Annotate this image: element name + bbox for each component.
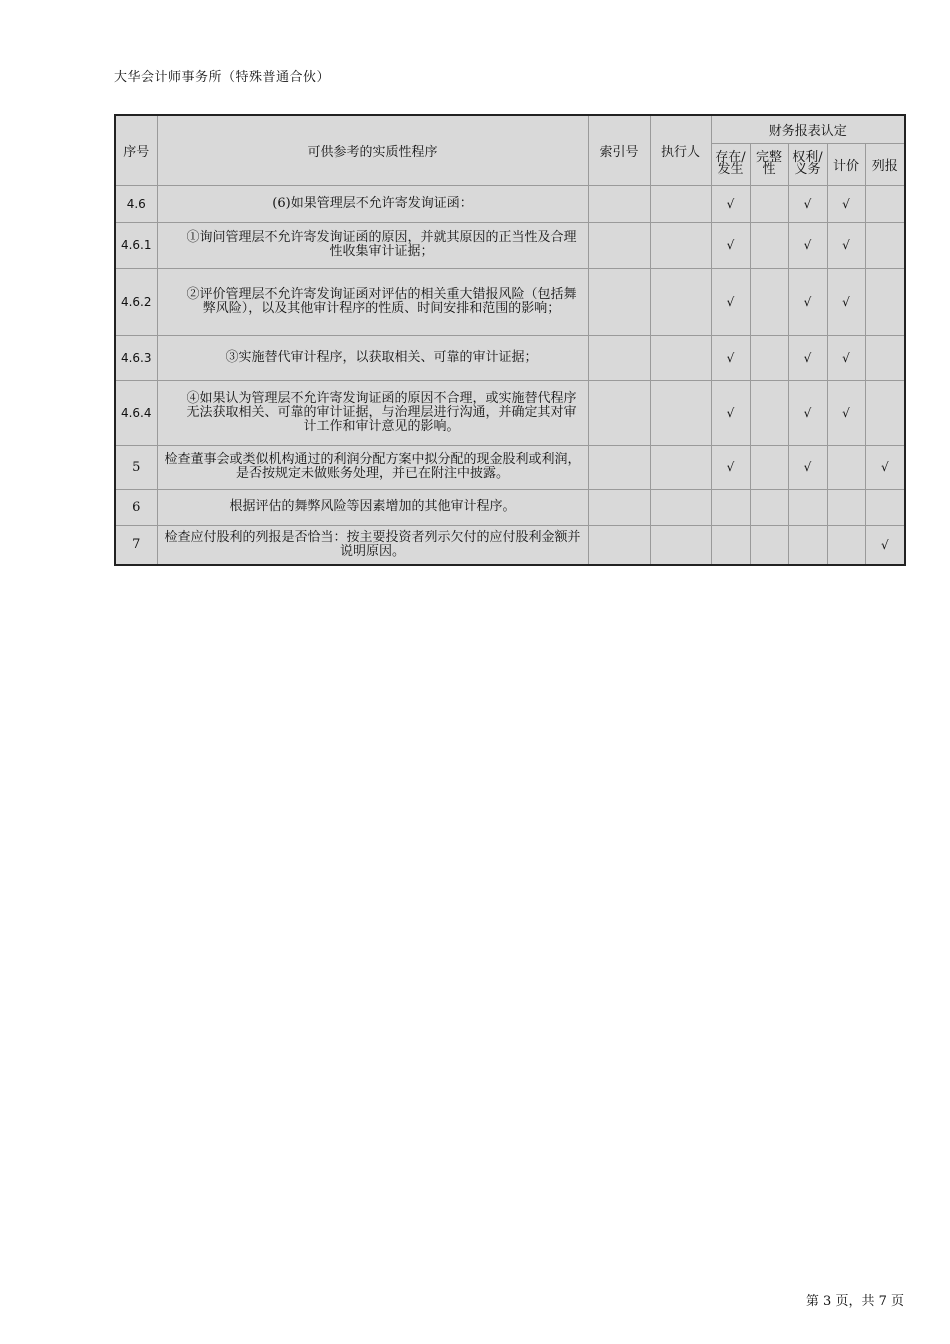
page-number: 第 3 页，共 7 页 — [805, 1294, 904, 1309]
row-index — [588, 489, 650, 525]
row-check-existence: √ — [711, 335, 750, 380]
row-check-existence: √ — [711, 268, 750, 335]
row-procedure — [157, 335, 588, 380]
row-executor — [650, 525, 711, 565]
table-row — [115, 185, 905, 222]
assertion-header-existence: 存在/发生 — [711, 143, 750, 185]
row-seq: 7 — [115, 525, 157, 565]
row-check-existence — [711, 525, 750, 565]
row-procedure — [157, 489, 588, 525]
column-header-procedure: 可供参考的实质性程序 — [157, 115, 588, 185]
row-index — [588, 185, 650, 222]
row-procedure — [157, 445, 588, 489]
assertion-header-valuation: 计价 — [827, 143, 865, 185]
row-executor — [650, 268, 711, 335]
row-check-valuation — [827, 445, 865, 489]
row-check-existence: √ — [711, 445, 750, 489]
assertions-group-header: 财务报表认定 — [711, 115, 905, 143]
row-check-presentation: √ — [865, 525, 905, 565]
row-index — [588, 335, 650, 380]
row-procedure — [157, 268, 588, 335]
table-row — [115, 335, 905, 380]
row-check-valuation: √ — [827, 185, 865, 222]
row-check-valuation: √ — [827, 380, 865, 445]
row-index — [588, 222, 650, 268]
table-row — [115, 268, 905, 335]
row-check-completeness — [750, 489, 788, 525]
row-check-rights: √ — [788, 185, 827, 222]
row-index — [588, 525, 650, 565]
row-procedure — [157, 525, 588, 565]
row-check-valuation: √ — [827, 268, 865, 335]
row-check-presentation — [865, 489, 905, 525]
row-procedure-text: (6)如果管理层不允许寄发询证函： — [272, 195, 473, 211]
row-check-presentation — [865, 185, 905, 222]
row-check-completeness — [750, 185, 788, 222]
row-executor — [650, 445, 711, 489]
row-executor — [650, 489, 711, 525]
row-index — [588, 268, 650, 335]
row-check-completeness — [750, 380, 788, 445]
table-row — [115, 445, 905, 489]
row-check-rights — [788, 489, 827, 525]
row-check-rights: √ — [788, 268, 827, 335]
row-procedure — [157, 380, 588, 445]
row-seq: 4.6.3 — [115, 335, 157, 380]
column-header-executor: 执行人 — [650, 115, 711, 185]
row-index — [588, 445, 650, 489]
row-check-completeness — [750, 268, 788, 335]
row-seq: 4.6.1 — [115, 222, 157, 268]
column-header-seq: 序号 — [115, 115, 157, 185]
row-check-rights — [788, 525, 827, 565]
row-index — [588, 380, 650, 445]
row-procedure-text: 检查董事会或类似机构通过的利润分配方案中拟分配的现金股利或利润，是否按规定未做账务处理，并已在附注中披露。 — [164, 452, 581, 481]
row-procedure — [157, 222, 588, 268]
row-seq: 4.6.2 — [115, 268, 157, 335]
row-procedure — [157, 185, 588, 222]
table-row — [115, 222, 905, 268]
row-check-existence: √ — [711, 380, 750, 445]
row-check-completeness — [750, 335, 788, 380]
row-procedure-text: 根据评估的舞弊风险等因素增加的其他审计程序。 — [229, 499, 516, 514]
assertion-header-presentation: 列报 — [865, 143, 905, 185]
row-procedure-text: ①询问管理层不允许寄发询证函的原因，并就其原因的正当性及合理性收集审计证据； — [186, 230, 577, 259]
row-check-rights: √ — [788, 445, 827, 489]
row-executor — [650, 222, 711, 268]
row-executor — [650, 335, 711, 380]
assertion-header-completeness: 完整性 — [750, 143, 788, 185]
row-check-existence: √ — [711, 185, 750, 222]
row-executor — [650, 185, 711, 222]
firm-name: 大华会计师事务所（特殊普通合伙） — [114, 70, 331, 85]
row-check-rights: √ — [788, 335, 827, 380]
row-check-presentation — [865, 335, 905, 380]
row-check-presentation — [865, 222, 905, 268]
row-procedure-text: 检查应付股利的列报是否恰当：按主要投资者列示欠付的应付股利金额并说明原因。 — [164, 529, 581, 559]
row-seq: 4.6 — [115, 185, 157, 222]
row-procedure-text: ③实施替代审计程序，以获取相关、可靠的审计证据； — [225, 349, 538, 365]
row-executor — [650, 380, 711, 445]
row-check-valuation: √ — [827, 335, 865, 380]
row-procedure-text: ②评价管理层不允许寄发询证函对评估的相关重大错报风险（包括舞弊风险），以及其他审计程序的性质、时间安排和范围的影响； — [186, 286, 577, 316]
row-seq: 5 — [115, 445, 157, 489]
table-row — [115, 525, 905, 565]
procedure-table — [114, 114, 906, 566]
row-check-completeness — [750, 445, 788, 489]
column-header-index: 索引号 — [588, 115, 650, 185]
row-check-presentation — [865, 380, 905, 445]
row-seq: 4.6.4 — [115, 380, 157, 445]
row-seq: 6 — [115, 489, 157, 525]
row-check-valuation — [827, 489, 865, 525]
row-check-rights: √ — [788, 380, 827, 445]
row-check-presentation — [865, 268, 905, 335]
row-check-existence: √ — [711, 222, 750, 268]
row-check-completeness — [750, 222, 788, 268]
row-check-existence — [711, 489, 750, 525]
row-check-presentation: √ — [865, 445, 905, 489]
row-check-completeness — [750, 525, 788, 565]
assertion-header-rights: 权利/义务 — [788, 143, 827, 185]
table-row — [115, 380, 905, 445]
row-check-rights: √ — [788, 222, 827, 268]
table-row — [115, 489, 905, 525]
row-check-valuation: √ — [827, 222, 865, 268]
row-procedure-text: ④如果认为管理层不允许寄发询证函的原因不合理，或实施替代程序无法获取相关、可靠的审计证据，与治理层进行沟通，并确定其对审计工作和审计意见的影响。 — [186, 390, 577, 434]
row-check-valuation — [827, 525, 865, 565]
